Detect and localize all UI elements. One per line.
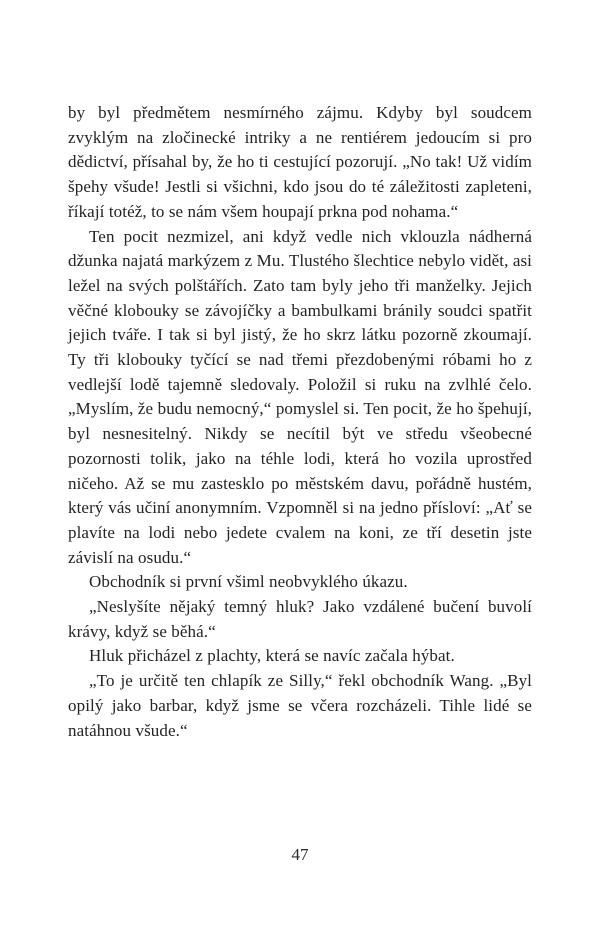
paragraph: Ten pocit nezmizel, ani když vedle nich vklouzla nádherná džunka najatá markýzem z Mu. Tlustého šlechtice nebylo vidět, asi ležel na svých polštářích. Zato tam byly jeho tři manželky. Jejich věčné klobouky se závojíčky a bambulkami bránily soudci spatřit jejich tváře. I tak si byl jistý, že ho skrz látku pozorně zkoumají. Ty tři klobouky tyčící se nad třemi přezdobenými róbami ho z vedlejší lodě tajemně sledovaly. Položil si ruku na zvlhlé čelo. „Myslím, že budu nemocný,“ pomyslel si. Ten pocit, že ho špehují, byl nesnesitelný. Nikdy se necítil být ve středu všeobecné pozornosti tolik, jako na téhle lodi, která ho vozila uprostřed ničeho. Až se mu zastesklo po městském davu, pořádně hustém, který vás učiní anonymním. Vzpomněl si na jedno přísloví: „Ať se plavíte na lodi nebo jedete cvalem na koni, ze tří desetin jste závislí na osudu.“	[68, 226, 532, 567]
page-number: 47	[291, 845, 309, 864]
paragraph: by byl předmětem nesmírného zájmu. Kdyby byl soudcem zvyklým na zločinecké intriky a ne rentiérem jedoucím si pro dědictví, přísahal by, že ho ti cestující pozorují. „No tak! Už vidím špehy všude! Jestli si všichni, kdo jsou do té záležitosti zapleteni, říkají totéž, to se nám všem houpají prkna pod nohama.“	[68, 103, 532, 221]
text-block	[68, 101, 532, 743]
paragraph: Obchodník si první všiml neobvyklého úkazu.	[89, 572, 408, 592]
paragraph: „To je určitě ten chlapík ze Silly,“ řekl obchodník Wang. „Byl opilý jako barbar, když jsme se včera rozcházeli. Tihle lidé se natáhnou všude.“	[68, 671, 532, 740]
paragraph: Hluk přicházel z plachty, která se navíc začala hýbat.	[89, 646, 455, 666]
paragraph: „Neslyšíte nějaký temný hluk? Jako vzdálené bučení buvolí krávy, když se běhá.“	[68, 597, 532, 641]
